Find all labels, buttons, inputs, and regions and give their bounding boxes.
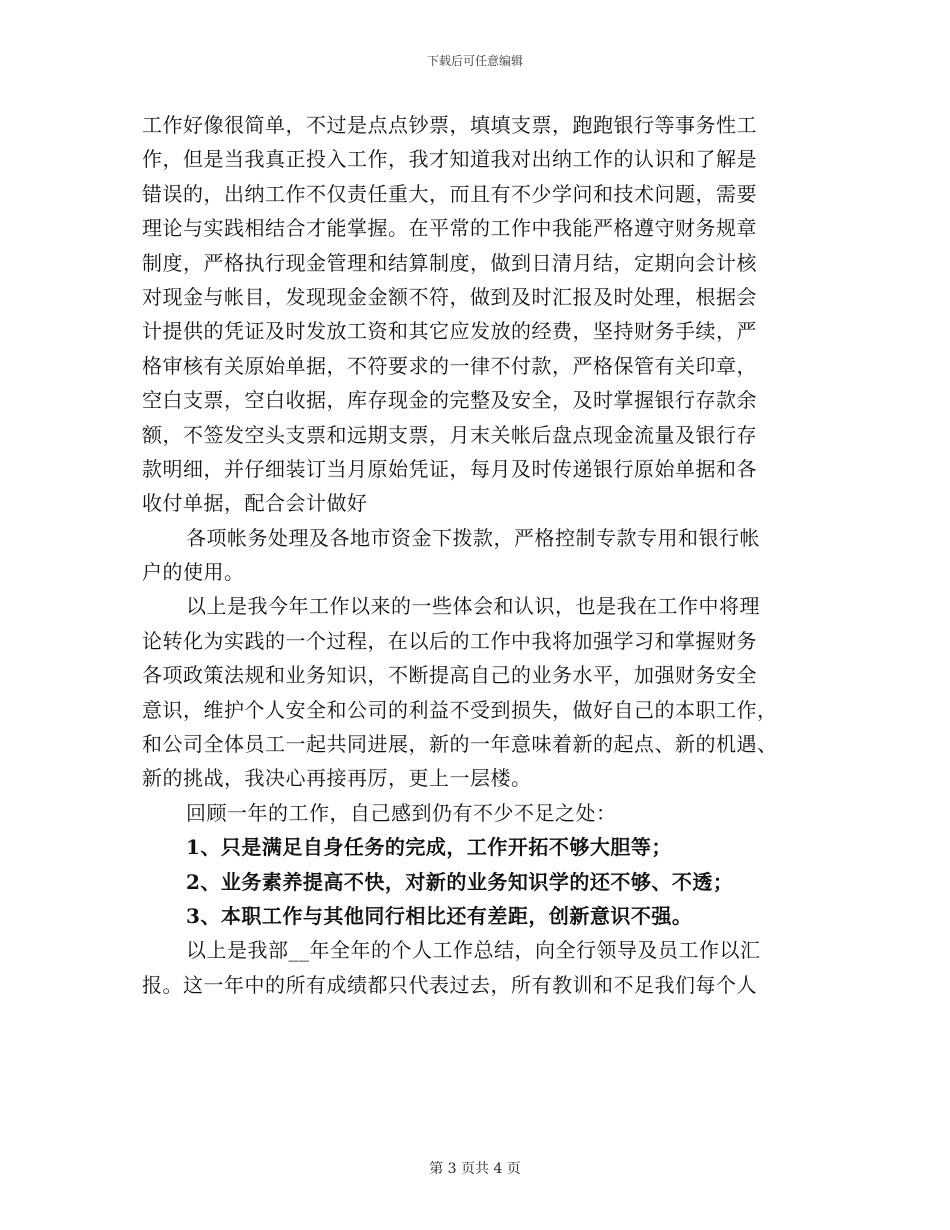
body-line: 计提供的凭证及时发放工资和其它应发放的经费，坚持财务手续，严: [142, 319, 757, 344]
body-line: 额，不签发空头支票和远期支票，月末关帐后盘点现金流量及银行存: [142, 422, 757, 447]
body-line: 工作好像很简单，不过是点点钞票，填填支票，跑跑银行等事务性工: [142, 113, 757, 137]
body-line: 报。这一年中的所有成绩都只代表过去，所有教训和不足我们每个人: [142, 972, 757, 997]
body-line: 作，但是当我真正投入工作，我才知道我对出纳工作的认识和了解是: [142, 147, 757, 172]
shortcoming-item: 2、业务素养提高不快，对新的业务知识学的还不够、不透；: [186, 869, 734, 894]
body-line: 以上是我部__年全年的个人工作总结，向全行领导及员工作以汇: [186, 938, 761, 963]
body-line: 对现金与帐目，发现现金金额不符，做到及时汇报及时处理，根据会: [142, 284, 757, 309]
shortcoming-item: 1、只是满足自身任务的完成，工作开拓不够大胆等；: [186, 835, 672, 860]
body-line: 论转化为实践的一个过程，在以后的工作中我将加强学习和掌握财务: [142, 628, 757, 653]
document-body: [142, 108, 802, 1002]
body-line: 各项帐务处理及各地市资金下拨款，严格控制专款专用和银行帐: [186, 525, 760, 550]
body-line: 各项政策法规和业务知识，不断提高自己的业务水平，加强财务安全: [142, 663, 757, 688]
body-line: 意识，维护个人安全和公司的利益不受到损失，做好自己的本职工作，: [142, 697, 778, 722]
body-line: 空白支票，空白收据，库存现金的完整及安全，及时掌握银行存款余: [142, 388, 757, 413]
body-line: 收付单据，配合会计做好: [142, 491, 368, 516]
body-line: 和公司全体员工一起共同进展，新的一年意味着新的起点、新的机遇、: [142, 732, 778, 757]
body-line: 款明细，并仔细装订当月原始凭证，每月及时传递银行原始单据和各: [142, 456, 757, 481]
shortcoming-item: 3、本职工作与其他同行相比还有差距，创新意识不强。: [186, 903, 693, 928]
body-line: 制度，严格执行现金管理和结算制度，做到日清月结，定期向会计核: [142, 250, 757, 275]
body-line: 格审核有关原始单据，不符要求的一律不付款，严格保管有关印章，: [142, 353, 757, 378]
body-line: 户的使用。: [142, 560, 245, 585]
body-line: 错误的，出纳工作不仅责任重大，而且有不少学问和技术问题，需要: [142, 181, 757, 206]
body-line: 理论与实践相结合才能掌握。在平常的工作中我能严格遵守财务规章: [142, 216, 757, 241]
body-line: 回顾一年的工作，自己感到仍有不少不足之处：: [186, 800, 617, 825]
page-header: 下载后可任意编辑: [426, 54, 523, 68]
page-footer: 第 3 页共 4 页: [429, 1161, 521, 1177]
body-line: 新的挑战，我决心再接再厉，更上一层楼。: [142, 766, 532, 791]
body-line: 以上是我今年工作以来的一些体会和认识，也是我在工作中将理: [186, 594, 760, 619]
